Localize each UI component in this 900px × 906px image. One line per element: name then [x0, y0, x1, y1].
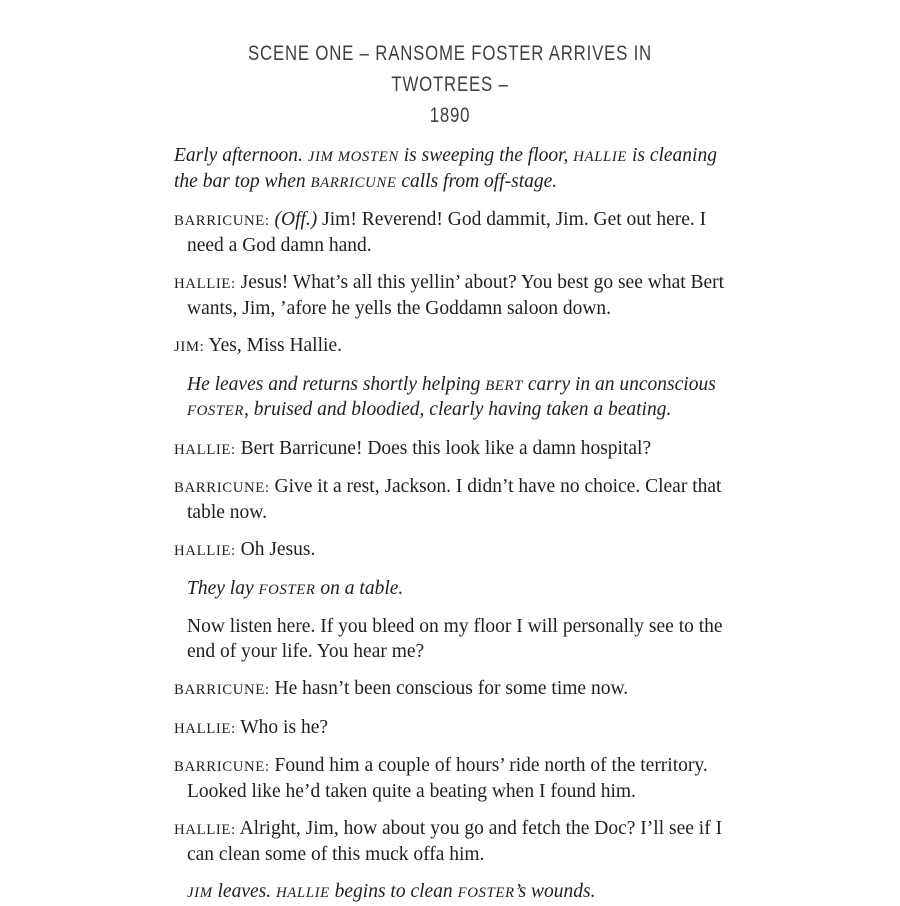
dialogue-paragraph	[174, 271, 726, 321]
speaker-name: HALLIE:	[174, 822, 236, 838]
text-run: Jim! Reverend! God dammit, Jim. Get out here. I need a God damn hand.	[187, 209, 707, 256]
speaker-name: JIM:	[174, 339, 205, 355]
text-run: begins to clean	[329, 881, 458, 902]
dialogue-paragraph	[174, 817, 726, 867]
dialogue-paragraph	[174, 208, 726, 258]
text-run: HALLIE	[573, 149, 628, 165]
text-run: JIM	[187, 885, 213, 901]
dialogue-continuation	[187, 615, 726, 664]
text-run: carry in an unconscious	[523, 373, 716, 395]
dialogue-paragraph	[174, 538, 726, 564]
text-run: JIM MOSTEN	[307, 149, 399, 165]
scene-title-line1: SCENE ONE – RANSOME FOSTER ARRIVES IN TWOTREES –	[248, 42, 652, 96]
stage-direction	[174, 144, 726, 195]
dialogue-paragraph	[174, 334, 726, 360]
stage-direction	[187, 373, 726, 424]
text-run: HALLIE	[275, 885, 330, 901]
text-run: FOSTER	[187, 403, 245, 419]
text-run: ’s wounds.	[514, 881, 596, 902]
scene-title-line2: 1890	[429, 104, 471, 127]
dialogue-paragraph	[174, 437, 726, 463]
text-run: Found him a couple of hours’ ride north of the territory. Looked like he’d taken quite a beating when I found him.	[187, 755, 708, 802]
speaker-name: BARRICUNE:	[174, 682, 270, 698]
script-body	[174, 144, 726, 906]
text-run: (Off.)	[274, 209, 318, 230]
stage-direction	[187, 577, 726, 603]
text-run: BERT	[485, 377, 523, 394]
speaker-name: BARRICUNE:	[174, 213, 270, 229]
text-run: Oh Jesus.	[240, 539, 316, 560]
text-run: is sweeping the floor,	[398, 145, 574, 166]
text-run: Bert Barricune! Does this look like a damn hospital?	[240, 437, 652, 459]
text-run: They lay	[187, 577, 259, 599]
speaker-name: HALLIE:	[174, 543, 236, 559]
text-run: on a table.	[315, 577, 404, 599]
script-page	[174, 0, 726, 906]
text-run: leaves.	[212, 881, 276, 902]
scene-title	[229, 38, 671, 131]
text-run: calls from off-stage.	[396, 170, 558, 192]
text-run: FOSTER	[457, 885, 515, 901]
stage-direction	[187, 880, 726, 906]
text-run: Jesus! What’s all this yellin’ about? You best go see what Bert wants, Jim, ’afore he yells the Goddamn saloon down.	[187, 272, 725, 319]
text-run: Give it a rest, Jackson. I didn’t have no choice. Clear that table now.	[187, 476, 722, 523]
speaker-name: HALLIE:	[174, 441, 236, 458]
speaker-name: HALLIE:	[174, 276, 236, 292]
text-run: FOSTER	[258, 581, 316, 598]
dialogue-paragraph	[174, 475, 726, 525]
text-run: Alright, Jim, how about you go and fetch the Doc? I’ll see if I can clean some of this muck offa him.	[187, 818, 723, 865]
text-run: , bruised and bloodied, clearly having taken a beating.	[244, 399, 672, 420]
text-run: He hasn’t been conscious for some time now.	[274, 678, 629, 699]
text-run: Yes, Miss Hallie.	[208, 335, 342, 356]
text-run: He leaves and returns shortly helping	[187, 373, 486, 395]
dialogue-paragraph	[174, 716, 726, 742]
text-run: is cleaning the bar top when	[174, 145, 717, 192]
text-run: Who is he?	[240, 716, 329, 738]
dialogue-paragraph	[174, 754, 726, 804]
text-run: BARRICUNE	[310, 174, 397, 191]
speaker-name: BARRICUNE:	[174, 759, 270, 775]
text-run: Now listen here. If you bleed on my floor I will personally see to the end of your life. You hear me?	[187, 616, 723, 662]
dialogue-paragraph	[174, 677, 726, 703]
text-run: Early afternoon.	[174, 145, 308, 166]
speaker-name: BARRICUNE:	[174, 480, 270, 496]
speaker-name: HALLIE:	[174, 720, 236, 737]
